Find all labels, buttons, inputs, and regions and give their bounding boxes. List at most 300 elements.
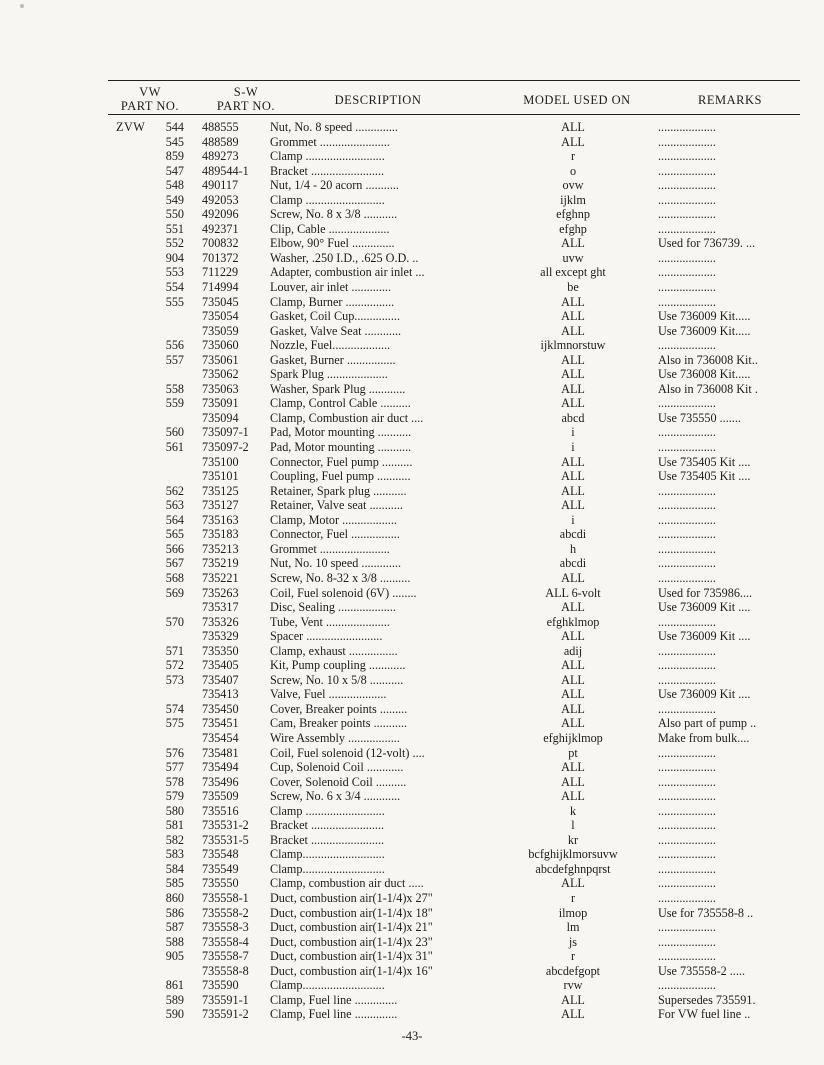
row-sw-part-no: 492371 [202, 221, 239, 236]
table-row [0, 164, 824, 179]
row-description: Spacer ......................... [270, 629, 383, 644]
row-description: Washer, .250 I.D., .625 O.D. .. [270, 250, 419, 265]
row-model-used-on: ALL [561, 774, 585, 789]
row-description: Duct, combustion air(1-1/4)x 21" [270, 920, 433, 935]
row-model-used-on: ALL [561, 600, 585, 615]
row-remarks: Use 735558-2 ..... [658, 963, 745, 978]
row-model-used-on: ALL [561, 483, 585, 498]
row-remarks: ................... [658, 192, 716, 207]
table-row [0, 789, 824, 804]
row-model-used-on: l [571, 818, 575, 833]
row-vw-part-no: 582 [165, 832, 184, 847]
row-description: Gasket, Coil Cup............... [270, 309, 400, 324]
row-description: Connector, Fuel ................ [270, 527, 400, 542]
header-bottom-rule [108, 114, 800, 115]
row-remarks: ................... [658, 876, 716, 891]
row-model-used-on: ALL [561, 381, 585, 396]
row-remarks: ................... [658, 745, 716, 760]
table-row [0, 193, 824, 208]
row-remarks: ................... [658, 294, 716, 309]
row-sw-part-no: 735317 [202, 600, 239, 615]
row-remarks: ................... [658, 425, 716, 440]
row-model-used-on: ALL [561, 120, 585, 134]
row-description: Connector, Fuel pump .......... [270, 454, 413, 469]
row-model-used-on: lm [566, 920, 580, 935]
row-description: Valve, Fuel ................... [270, 687, 387, 702]
row-model-used-on: ALL [561, 658, 585, 673]
header-remarks: REMARKS [698, 93, 762, 107]
row-remarks: Also in 736008 Kit.. [658, 352, 758, 367]
table-row [0, 556, 824, 571]
row-remarks: ................... [658, 134, 716, 149]
table-row [0, 440, 824, 455]
row-model-used-on: kr [567, 832, 579, 847]
row-description: Clamp, Fuel line .............. [270, 1007, 398, 1022]
row-vw-part-no: 584 [165, 861, 184, 876]
row-remarks: ................... [658, 890, 716, 905]
row-remarks: ................... [658, 934, 716, 949]
row-vw-part-no: 577 [165, 760, 184, 775]
header-model-used-on: MODEL USED ON [523, 93, 631, 107]
row-description: Pad, Motor mounting ........... [270, 440, 412, 455]
row-vw-part-no: 556 [165, 338, 184, 353]
row-vw-part-no: 549 [165, 192, 184, 207]
row-sw-part-no: 492096 [202, 207, 239, 222]
row-model-used-on: ALL [561, 236, 585, 251]
row-remarks: ................... [658, 250, 716, 265]
row-sw-part-no: 714994 [202, 280, 239, 295]
table-row [0, 207, 824, 222]
row-vw-part-no: 578 [165, 774, 184, 789]
row-sw-part-no: 735407 [202, 672, 239, 687]
row-description: Retainer, Spark plug ........... [270, 483, 407, 498]
table-row [0, 716, 824, 731]
row-description: Clamp........................... [270, 978, 385, 993]
row-remarks: ................... [658, 512, 716, 527]
row-vw-part-no: 581 [165, 818, 184, 833]
row-vw-part-no: 562 [165, 483, 184, 498]
table-row [0, 673, 824, 688]
row-remarks: Use 735405 Kit .... [658, 469, 751, 484]
row-description: Nut, No. 8 speed .............. [270, 120, 398, 134]
table-row [0, 295, 824, 310]
row-sw-part-no: 735060 [202, 338, 239, 353]
row-model-used-on: i [571, 512, 575, 527]
row-description: Cover, Solenoid Coil .......... [270, 774, 407, 789]
row-vw-part-no: 589 [165, 992, 184, 1007]
row-sw-part-no: 735063 [202, 381, 239, 396]
row-remarks: Make from bulk.... [658, 730, 750, 745]
row-vw-part-no: 585 [165, 876, 184, 891]
table-row [0, 920, 824, 935]
row-vw-part-no: 571 [165, 643, 184, 658]
row-model-used-on: ALL [561, 498, 585, 513]
row-model-used-on: ALL [561, 760, 585, 775]
header-vw-part-no [112, 85, 188, 113]
row-sw-part-no: 735097-1 [202, 425, 249, 440]
row-vw-part-no: 574 [165, 701, 184, 716]
row-sw-part-no: 735550 [202, 876, 239, 891]
row-sw-part-no: 735062 [202, 367, 239, 382]
row-description: Washer, Spark Plug ............ [270, 381, 406, 396]
row-model-used-on: ALL [561, 134, 585, 149]
row-model-used-on: uvw [562, 250, 584, 265]
row-sw-part-no: 735558-1 [202, 890, 249, 905]
row-description: Louver, air inlet ............. [270, 280, 392, 295]
row-remarks: Use 735550 ....... [658, 410, 741, 425]
row-model-used-on: i [571, 425, 575, 440]
row-vw-part-no: 573 [165, 672, 184, 687]
row-description: Tube, Vent ..................... [270, 614, 390, 629]
row-sw-part-no: 735100 [202, 454, 239, 469]
header-description: DESCRIPTION [334, 93, 422, 107]
row-remarks: Use for 735558-8 .. [658, 905, 754, 920]
row-sw-part-no: 735263 [202, 585, 239, 600]
row-sw-part-no: 735531-2 [202, 818, 249, 833]
row-description: Grommet ....................... [270, 134, 390, 149]
row-description: Duct, combustion air(1-1/4)x 16" [270, 963, 433, 978]
table-row [0, 687, 824, 702]
row-model-used-on: ALL [561, 672, 585, 687]
row-vw-part-no: 579 [165, 789, 184, 804]
row-description: Duct, combustion air(1-1/4)x 27" [270, 890, 433, 905]
row-sw-part-no: 735059 [202, 323, 239, 338]
row-vw-part-no: 559 [165, 396, 184, 411]
table-row [0, 135, 824, 150]
table-row [0, 964, 824, 979]
table-row [0, 382, 824, 397]
table-row [0, 658, 824, 673]
row-description: Bracket ........................ [270, 832, 385, 847]
row-description: Clamp, Control Cable .......... [270, 396, 411, 411]
row-vw-part-no: 564 [165, 512, 184, 527]
row-description: Cover, Breaker points ......... [270, 701, 408, 716]
table-row [0, 338, 824, 353]
row-vw-part-no: 576 [165, 745, 184, 760]
row-remarks: ................... [658, 207, 716, 222]
row-description: Clamp........................... [270, 861, 385, 876]
row-sw-part-no: 735494 [202, 760, 239, 775]
header-top-rule [108, 80, 800, 81]
row-remarks: ................... [658, 658, 716, 673]
table-row [0, 265, 824, 280]
row-remarks: Use 736009 Kit .... [658, 600, 751, 615]
row-remarks: Use 736009 Kit..... [658, 323, 751, 338]
header-vw-line1: VW [139, 85, 161, 99]
row-vw-part-no: 569 [165, 585, 184, 600]
table-row [0, 1007, 824, 1022]
row-vw-part-no: 566 [165, 541, 184, 556]
row-description: Bracket ........................ [270, 818, 385, 833]
row-model-used-on: ijklm [560, 192, 586, 207]
row-remarks: ................... [658, 774, 716, 789]
row-sw-part-no: 735054 [202, 309, 239, 324]
row-remarks: Use 736008 Kit..... [658, 367, 751, 382]
row-vw-part-no: 904 [165, 250, 184, 265]
table-row [0, 411, 824, 426]
parts-table [0, 120, 824, 1022]
header-sw-line1: S-W [233, 85, 259, 99]
row-vw-part-no: 572 [165, 658, 184, 673]
row-vw-part-no: 544 [165, 120, 184, 134]
row-description: Bracket ........................ [270, 163, 385, 178]
row-description: Clamp .......................... [270, 149, 385, 164]
row-model-used-on: r [570, 149, 576, 164]
row-description: Clamp........................... [270, 847, 385, 862]
row-sw-part-no: 735405 [202, 658, 239, 673]
row-remarks: Used for 736739. ... [658, 236, 756, 251]
table-row [0, 935, 824, 950]
row-sw-part-no: 735549 [202, 861, 239, 876]
row-remarks: Use 735405 Kit .... [658, 454, 751, 469]
row-model-used-on: ALL [561, 352, 585, 367]
row-model-used-on: efghklmop [546, 614, 600, 629]
row-vw-part-no: 861 [165, 978, 184, 993]
row-model-used-on: rvw [563, 978, 583, 993]
row-remarks: ................... [658, 556, 716, 571]
row-remarks: ................... [658, 861, 716, 876]
table-row [0, 455, 824, 470]
row-description: Clamp, Combustion air duct .... [270, 410, 424, 425]
row-model-used-on: h [569, 541, 577, 556]
table-row [0, 353, 824, 368]
row-description: Duct, combustion air(1-1/4)x 23" [270, 934, 433, 949]
row-sw-part-no: 735221 [202, 570, 239, 585]
row-sw-part-no: 735451 [202, 716, 239, 731]
row-remarks: ................... [658, 760, 716, 775]
header-vw-line2: PART NO. [120, 99, 180, 113]
row-vw-part-no: 568 [165, 570, 184, 585]
row-sw-part-no: 735213 [202, 541, 239, 556]
row-vw-part-no: 567 [165, 556, 184, 571]
row-remarks: Use 736009 Kit .... [658, 629, 751, 644]
row-remarks: ................... [658, 221, 716, 236]
row-description: Nut, 1/4 - 20 acorn ........... [270, 178, 399, 193]
row-sw-part-no: 735097-2 [202, 440, 249, 455]
row-description: Adapter, combustion air inlet ... [270, 265, 425, 280]
row-sw-part-no: 735496 [202, 774, 239, 789]
row-remarks: Used for 735986.... [658, 585, 753, 600]
row-description: Coil, Fuel solenoid (6V) ........ [270, 585, 417, 600]
row-sw-part-no: 735061 [202, 352, 239, 367]
row-model-used-on: ALL [561, 454, 585, 469]
row-sw-part-no: 735326 [202, 614, 239, 629]
row-sw-part-no: 735413 [202, 687, 239, 702]
row-vw-part-no: 860 [165, 890, 184, 905]
row-remarks: ................... [658, 643, 716, 658]
row-description: Clamp .......................... [270, 192, 385, 207]
row-sw-part-no: 735101 [202, 469, 239, 484]
row-vw-part-no: 547 [165, 163, 184, 178]
row-description: Clip, Cable .................... [270, 221, 390, 236]
table-row [0, 484, 824, 499]
row-vw-part-no: 554 [165, 280, 184, 295]
row-model-used-on: be [567, 280, 579, 295]
row-description: Coil, Fuel solenoid (12-volt) .... [270, 745, 425, 760]
page-number: -43- [401, 1029, 423, 1043]
row-vw-part-no: 558 [165, 381, 184, 396]
table-row [0, 425, 824, 440]
row-vw-part-no: 570 [165, 614, 184, 629]
row-model-used-on: abcdefghnpqrst [535, 861, 611, 876]
row-description: Pad, Motor mounting ........... [270, 425, 412, 440]
row-sw-part-no: 735481 [202, 745, 239, 760]
row-model-used-on: r [570, 949, 576, 964]
row-description: Grommet ....................... [270, 541, 390, 556]
row-description: Screw, No. 6 x 3/4 ............ [270, 789, 401, 804]
row-sw-part-no: 735558-2 [202, 905, 249, 920]
table-row [0, 542, 824, 557]
header-sw-part-no [200, 85, 292, 113]
row-description: Kit, Pump coupling ............ [270, 658, 406, 673]
row-model-used-on: ALL [561, 876, 585, 891]
table-row [0, 324, 824, 339]
table-row [0, 367, 824, 382]
table-row [0, 978, 824, 993]
table-row [0, 804, 824, 819]
row-vw-part-no: 580 [165, 803, 184, 818]
row-remarks: Use 736009 Kit .... [658, 687, 751, 702]
row-remarks: ................... [658, 149, 716, 164]
row-vw-part-no: 550 [165, 207, 184, 222]
row-remarks: Use 736009 Kit..... [658, 309, 751, 324]
row-description: Clamp .......................... [270, 803, 385, 818]
row-description: Screw, No. 8 x 3/8 ........... [270, 207, 398, 222]
table-row [0, 222, 824, 237]
row-vw-part-no: 583 [165, 847, 184, 862]
row-sw-part-no: 711229 [202, 265, 239, 280]
table-row [0, 702, 824, 717]
row-vw-part-no: 563 [165, 498, 184, 513]
row-model-used-on: ALL [561, 789, 585, 804]
row-sw-part-no: 735329 [202, 629, 239, 644]
row-sw-part-no: 735590 [202, 978, 239, 993]
row-sw-part-no: 735591-1 [202, 992, 249, 1007]
row-description: Duct, combustion air(1-1/4)x 31" [270, 949, 433, 964]
row-vw-part-no: 557 [165, 352, 184, 367]
row-sw-part-no: 488555 [202, 120, 239, 134]
row-sw-part-no: 735350 [202, 643, 239, 658]
row-sw-part-no: 700832 [202, 236, 239, 251]
row-model-used-on: ALL [561, 570, 585, 585]
row-sw-part-no: 735591-2 [202, 1007, 249, 1022]
table-row [0, 178, 824, 193]
table-row [0, 149, 824, 164]
row-description: Clamp, exhaust ................ [270, 643, 398, 658]
row-vw-part-no: 859 [165, 149, 184, 164]
table-row [0, 469, 824, 484]
row-model-used-on: ALL [561, 396, 585, 411]
row-model-used-on: ALL [561, 309, 585, 324]
table-row [0, 629, 824, 644]
row-model-used-on: adij [563, 643, 583, 658]
row-description: Coupling, Fuel pump ........... [270, 469, 411, 484]
row-description: Gasket, Valve Seat ............ [270, 323, 402, 338]
row-vw-part-no: 561 [165, 440, 184, 455]
table-row [0, 615, 824, 630]
row-model-used-on: efghp [559, 221, 587, 236]
row-model-used-on: ALL 6-volt [545, 585, 601, 600]
table-row [0, 876, 824, 891]
row-model-used-on: ALL [561, 1007, 585, 1022]
row-description: Clamp, combustion air duct ..... [270, 876, 424, 891]
row-remarks: ................... [658, 498, 716, 513]
row-model-used-on: ijklmnorstuw [540, 338, 606, 353]
row-model-used-on: js [568, 934, 578, 949]
table-row [0, 396, 824, 411]
table-row [0, 949, 824, 964]
row-vw-part-no: 555 [165, 294, 184, 309]
row-vw-part-no: 590 [165, 1007, 184, 1022]
row-model-used-on: ALL [561, 701, 585, 716]
row-sw-part-no: 735125 [202, 483, 239, 498]
table-row [0, 993, 824, 1008]
table-row [0, 746, 824, 761]
table-row [0, 731, 824, 746]
row-remarks: ................... [658, 832, 716, 847]
row-model-used-on: ALL [561, 629, 585, 644]
row-remarks: ................... [658, 701, 716, 716]
row-remarks: ................... [658, 338, 716, 353]
row-sw-part-no: 735091 [202, 396, 239, 411]
row-remarks: ................... [658, 672, 716, 687]
row-vw-part-no: 575 [165, 716, 184, 731]
table-row [0, 586, 824, 601]
row-remarks: ................... [658, 163, 716, 178]
row-model-used-on: ilmop [558, 905, 588, 920]
table-row [0, 760, 824, 775]
row-vw-part-no: 905 [165, 949, 184, 964]
row-model-used-on: ALL [561, 992, 585, 1007]
row-description: Spark Plug .................... [270, 367, 388, 382]
row-remarks: Also in 736008 Kit . [658, 381, 758, 396]
row-sw-part-no: 735558-8 [202, 963, 249, 978]
row-description: Nozzle, Fuel................... [270, 338, 391, 353]
row-sw-part-no: 735163 [202, 512, 239, 527]
row-model-used-on: r [570, 890, 576, 905]
row-remarks: ................... [658, 818, 716, 833]
table-row [0, 498, 824, 513]
row-description: Nut, No. 10 speed ............. [270, 556, 402, 571]
row-sw-part-no: 735450 [202, 701, 239, 716]
row-description: Gasket, Burner ................ [270, 352, 396, 367]
row-remarks: ................... [658, 803, 716, 818]
row-remarks: Supersedes 735591. [658, 992, 756, 1007]
row-vw-part-no: 551 [165, 221, 184, 236]
table-row [0, 309, 824, 324]
scan-mark [20, 4, 24, 8]
row-sw-part-no: 735045 [202, 294, 239, 309]
row-model-used-on: ALL [561, 716, 585, 731]
row-description: Clamp, Burner ................ [270, 294, 395, 309]
row-remarks: ................... [658, 280, 716, 295]
row-sw-part-no: 735548 [202, 847, 239, 862]
row-sw-part-no: 489544-1 [202, 163, 249, 178]
row-sw-part-no: 490117 [202, 178, 239, 193]
row-description: Retainer, Valve seat ........... [270, 498, 403, 513]
table-row [0, 818, 824, 833]
row-model-used-on: ALL [561, 687, 585, 702]
row-model-used-on: abcd [561, 410, 585, 425]
row-vw-part-no: 545 [165, 134, 184, 149]
row-sw-part-no: 735509 [202, 789, 239, 804]
row-model-used-on: abcdefgopt [545, 963, 601, 978]
row-description: Screw, No. 8-32 x 3/8 .......... [270, 570, 411, 585]
row-sw-part-no: 492053 [202, 192, 239, 207]
row-description: Wire Assembly ................. [270, 730, 400, 745]
row-model-used-on: all except ght [540, 265, 606, 280]
table-row [0, 251, 824, 266]
